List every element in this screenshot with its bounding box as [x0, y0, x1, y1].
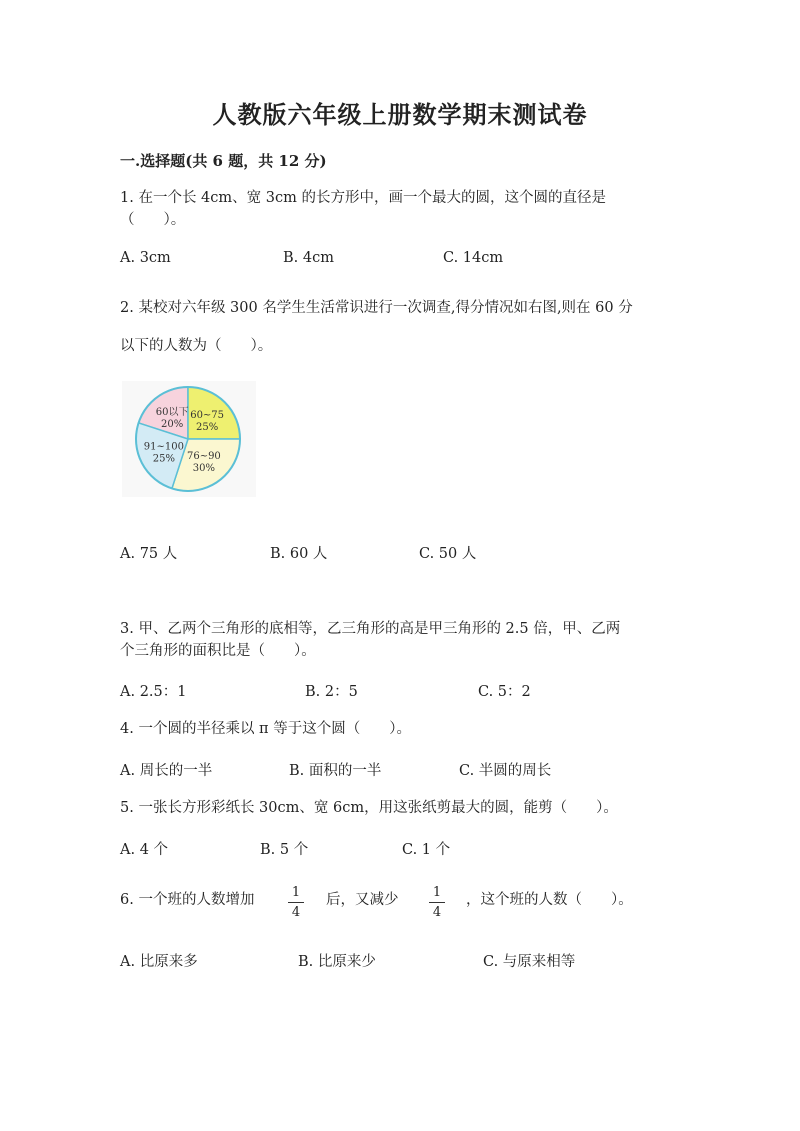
- question-2-option-a: A. 75 人: [120, 546, 178, 562]
- question-3-text: [120, 618, 620, 662]
- question-6-option-c: C. 与原来相等: [483, 954, 576, 970]
- pie-chart-svg: [122, 381, 256, 497]
- question-3-option-c: C. 5：2: [478, 684, 531, 700]
- question-6-part-1: 6. 一个班的人数增加: [120, 892, 255, 908]
- fraction-2-numerator: 1: [432, 885, 442, 900]
- question-2-line-1: 2. 某校对六年级 300 名学生生活常识进行一次调查,得分情况如右图,则在 60 分: [120, 300, 633, 316]
- pie-slice-label: 60以下: [155, 407, 189, 419]
- question-5-text: 5. 一张长方形彩纸长 30cm、宽 6cm，用这张纸剪最大的圆，能剪（ ）。: [120, 800, 618, 816]
- section-heading: 一.选择题(共 6 题，共 12 分): [120, 152, 327, 170]
- question-3-option-a: A. 2.5：1: [120, 684, 187, 700]
- question-4-option-b: B. 面积的一半: [289, 763, 382, 779]
- question-4-option-a: A. 周长的一半: [120, 763, 213, 779]
- question-5-option-b: B. 5 个: [260, 842, 309, 858]
- pie-slice-percent: 25%: [196, 421, 219, 433]
- question-6-part-2: 后，又减少: [326, 892, 399, 908]
- question-4-option-c: C. 半圆的周长: [459, 763, 552, 779]
- fraction-1-bar: [288, 902, 304, 903]
- question-1-option-a: A. 3cm: [120, 250, 171, 266]
- question-1-line-1: 1. 在一个长 4cm、宽 3cm 的长方形中，画一个最大的圆，这个圆的直径是: [120, 190, 606, 206]
- pie-slice-label: 76~90: [186, 450, 221, 462]
- pie-slice-label: 60~75: [190, 409, 225, 421]
- pie-slice-percent: 30%: [192, 462, 216, 474]
- question-4-text: 4. 一个圆的半径乘以 π 等于这个圆（ ）。: [120, 721, 411, 737]
- question-1-text: [120, 187, 606, 231]
- question-2-option-b: B. 60 人: [270, 546, 328, 562]
- question-1-option-b: B. 4cm: [283, 250, 334, 266]
- question-3-option-b: B. 2：5: [305, 684, 358, 700]
- question-6-part-3: ，这个班的人数（ ）。: [466, 892, 633, 908]
- question-5-option-c: C. 1 个: [402, 842, 451, 858]
- score-pie-chart: [122, 381, 256, 497]
- question-1-option-c: C. 14cm: [443, 250, 504, 266]
- question-2-option-c: C. 50 人: [419, 546, 477, 562]
- question-2-text: [120, 289, 633, 365]
- question-6-option-b: B. 比原来少: [298, 954, 376, 970]
- fraction-1-denominator: 4: [291, 905, 301, 920]
- question-5-option-a: A. 4 个: [120, 842, 169, 858]
- question-3-line-1: 3. 甲、乙两个三角形的底相等，乙三角形的高是甲三角形的 2.5 倍，甲、乙两: [120, 621, 621, 637]
- fraction-1-numerator: 1: [291, 885, 301, 900]
- question-2-line-2: 以下的人数为（ ）。: [120, 338, 273, 354]
- page-title: 人教版六年级上册数学期末测试卷: [212, 100, 588, 129]
- pie-slice-percent: 25%: [152, 453, 176, 465]
- question-1-line-2: （ ）。: [120, 212, 186, 228]
- question-6-option-a: A. 比原来多: [120, 954, 198, 970]
- fraction-2-bar: [429, 902, 445, 903]
- question-3-line-2: 个三角形的面积比是（ ）。: [120, 643, 316, 659]
- fraction-2-denominator: 4: [432, 905, 442, 920]
- fraction-1: [288, 885, 304, 920]
- pie-slice-percent: 20%: [160, 419, 184, 431]
- fraction-2: [429, 885, 445, 920]
- pie-slice-label: 91~100: [143, 441, 185, 453]
